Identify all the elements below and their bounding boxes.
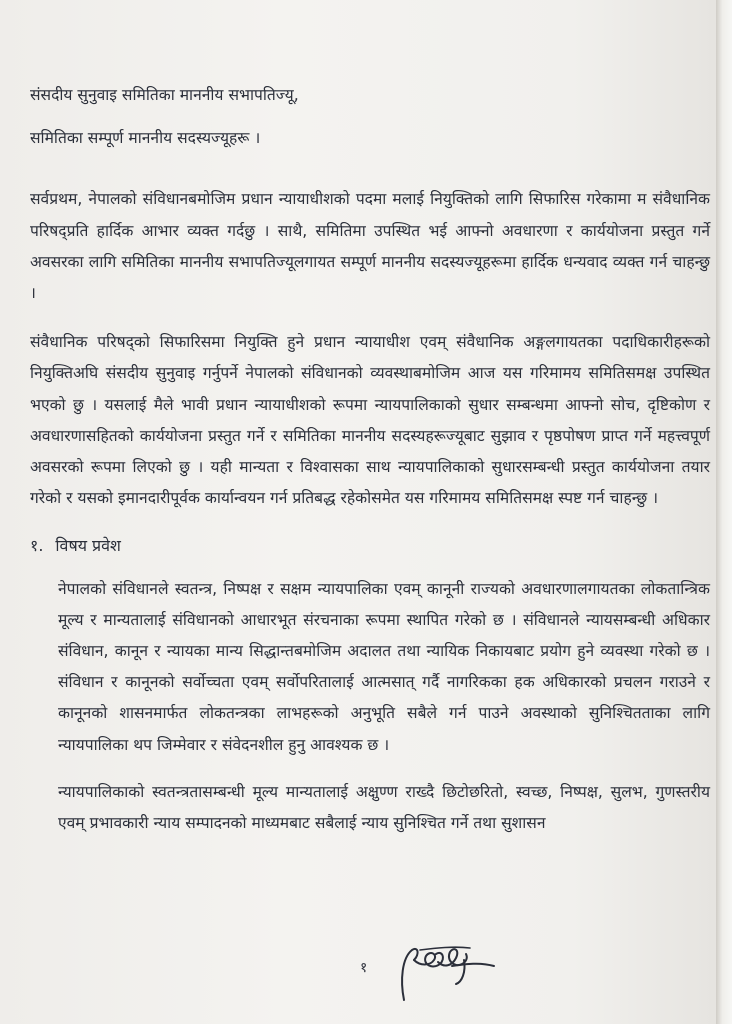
- page-edge: [716, 0, 732, 1024]
- paragraph-gratitude: सर्वप्रथम, नेपालको संविधानबमोजिम प्रधान न्यायाधीशको पदमा मलाई नियुक्तिको लागि सिफारिस गरेकामा म संवैधानिक परिषद्प्रति हार्दिक आभार व्यक्त गर्दछु । साथै, समितिमा उपस्थित भई आफ्नो अवधारणा र कार्ययोजना प्रस्तुत गर्ने अवसरका लागि समितिका माननीय सभापतिज्यूलगायत सम्पूर्ण माननीय सदस्यज्यूहरूमा हार्दिक धन्यवाद व्यक्त गर्न चाहन्छु ।: [30, 190, 710, 303]
- paragraph-introduction: नेपालको संविधानले स्वतन्त्र, निष्पक्ष र सक्षम न्यायपालिका एवम् कानूनी राज्यको अवधारणालगायतका लोकतान्त्रिक मूल्य र मान्यतालाई संविधानको आधारभूत संरचनाका रूपमा स्थापित गरेको छ । संविधानले न्यायसम्बन्धी अधिकार संविधान, कानून र न्यायका मान्य सिद्धान्तबमोजिम अदालत तथा न्यायिक निकायबाट प्रयोग हुने व्यवस्था गरेको छ । संविधान र कानूनको सर्वोच्चता एवम् सर्वोपरितालाई आत्मसात् गर्दै नागरिकका हक अधिकारको प्रचलन गराउने र कानूनको शासनमार्फत लोकतन्त्रका लाभहरूको अनुभूति सबैले गर्न पाउने अवस्थाको सुनिश्चितताका लागि न्यायपालिका थप जिम्मेवार र संवेदनशील हुनु आवश्यक छ ।: [58, 579, 710, 754]
- section-heading: [30, 530, 710, 561]
- page-number: १: [360, 960, 368, 976]
- section-number: १.: [30, 536, 44, 556]
- paragraph-judiciary-values: न्यायपालिकाको स्वतन्त्रतासम्बन्धी मूल्य मान्यतालाई अक्षुण्ण राख्दै छिटोछरितो, स्वच्छ, निष्पक्ष, सुलभ, गुणस्तरीय एवम् प्रभावकारी न्याय सम्पादनको माध्यमबाट सबैलाई न्याय सुनिश्चित गर्ने तथा सुशासन: [58, 782, 710, 833]
- section-title: विषय प्रवेश: [55, 536, 121, 556]
- handwritten-signature: [390, 940, 500, 1004]
- page-footer: [0, 940, 716, 1010]
- document-body: [30, 80, 710, 839]
- salutation-members: समितिका सम्पूर्ण माननीय सदस्यज्यूहरू ।: [30, 129, 261, 148]
- paragraph-purpose: संवैधानिक परिषद्को सिफारिसमा नियुक्ति हुने प्रधान न्यायाधीश एवम् संवैधानिक अङ्गलगायतका पदाधिकारीहरूको नियुक्तिअघि संसदीय सुनुवाइ गर्नुपर्ने नेपालको संविधानको व्यवस्थाबमोजिम आज यस गरिमामय समितिसमक्ष उपस्थित भएको छु । यसलाई मैले भावी प्रधान न्यायाधीशको रूपमा न्यायपालिकाको सुधार सम्बन्धमा आफ्नो सोच, दृष्टिकोण र अवधारणासहितको कार्ययोजना प्रस्तुत गर्ने र समितिका माननीय सदस्यहरूज्यूबाट सुझाव र पृष्ठपोषण प्राप्त गर्ने महत्त्वपूर्ण अवसरको रूपमा लिएको छु । यही मान्यता र विश्वासका साथ न्यायपालिकाको सुधारसम्बन्धी प्रस्तुत कार्ययोजना तयार गरेको र यसको इमानदारीपूर्वक कार्यान्वयन गर्न प्रतिबद्ध रहेकोसमेत यस गरिमामय समितिसमक्ष स्पष्ट गर्न चाहन्छु ।: [30, 333, 710, 508]
- salutation-chair: संसदीय सुनुवाइ समितिका माननीय सभापतिज्यू,: [30, 86, 299, 104]
